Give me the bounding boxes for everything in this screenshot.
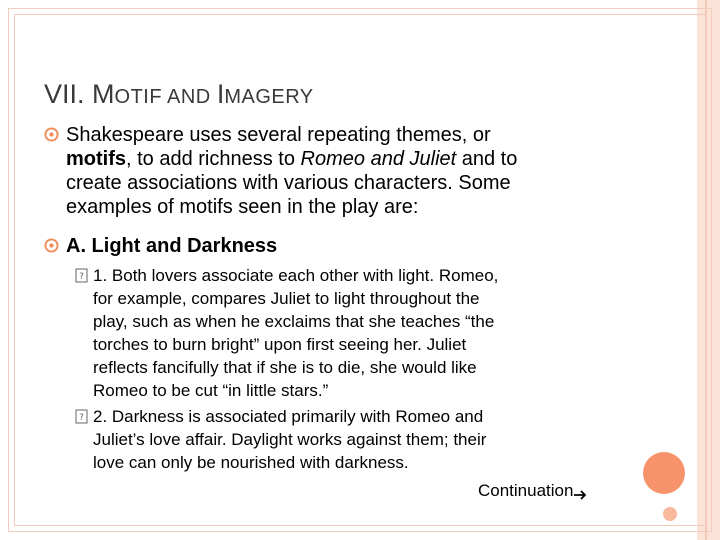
- title-part2-small: MAGERY: [224, 86, 314, 108]
- point-1-line: reflects fancifully that if she is to die, she would like: [93, 358, 477, 377]
- play-title: Romeo and Juliet: [300, 148, 457, 170]
- bullet-intro: [66, 123, 517, 219]
- sub-bullet-icon: [75, 268, 88, 286]
- intro-line-2-rest: , to add richness to: [126, 148, 301, 170]
- svg-text:?: ?: [79, 413, 84, 423]
- intro-line-1: Shakespeare uses several repeating themes, or: [66, 124, 491, 146]
- point-2-line: Juliet’s love affair. Daylight works against them; their: [93, 430, 487, 449]
- decorative-circle-large: [643, 452, 685, 494]
- point-2: [93, 405, 486, 474]
- point-1-line: Romeo to be cut “in little stars.”: [93, 381, 329, 400]
- intro-line-2: [66, 147, 517, 171]
- continuation-label: Continuation: [478, 481, 574, 500]
- title-part1-big: VII. M: [44, 79, 115, 109]
- arrow-right-icon: [573, 485, 587, 499]
- title-part2-big: I: [216, 79, 225, 109]
- slide-title: [44, 79, 314, 110]
- continuation-link[interactable]: [478, 479, 587, 502]
- svg-text:?: ?: [79, 272, 84, 282]
- point-1-line: for example, compares Juliet to light throughout the: [93, 289, 480, 308]
- intro-line-4: examples of motifs seen in the play are:: [66, 196, 419, 218]
- intro-line-2-end: and to: [456, 148, 518, 170]
- bullet-icon: [44, 127, 59, 147]
- title-part1-small: OTIF AND: [114, 86, 217, 108]
- section-heading-light-darkness: A. Light and Darkness: [66, 235, 278, 257]
- sub-bullet-icon: [75, 409, 88, 427]
- bullet-icon: [44, 238, 59, 258]
- point-1-line: 1. Both lovers associate each other with light. Romeo,: [93, 266, 499, 285]
- point-2-line: 2. Darkness is associated primarily with Romeo and: [93, 407, 484, 426]
- point-1-line: play, such as when he exclaims that she teaches “the: [93, 312, 495, 331]
- decorative-circle-small: [663, 507, 677, 521]
- motifs-term: motifs: [66, 148, 126, 170]
- point-2-line: love can only be nourished with darkness.: [93, 453, 409, 472]
- intro-line-3: create associations with various characters. Some: [66, 172, 511, 194]
- point-1: [93, 264, 498, 402]
- point-1-line: torches to burn bright” upon first seeing her. Juliet: [93, 335, 467, 354]
